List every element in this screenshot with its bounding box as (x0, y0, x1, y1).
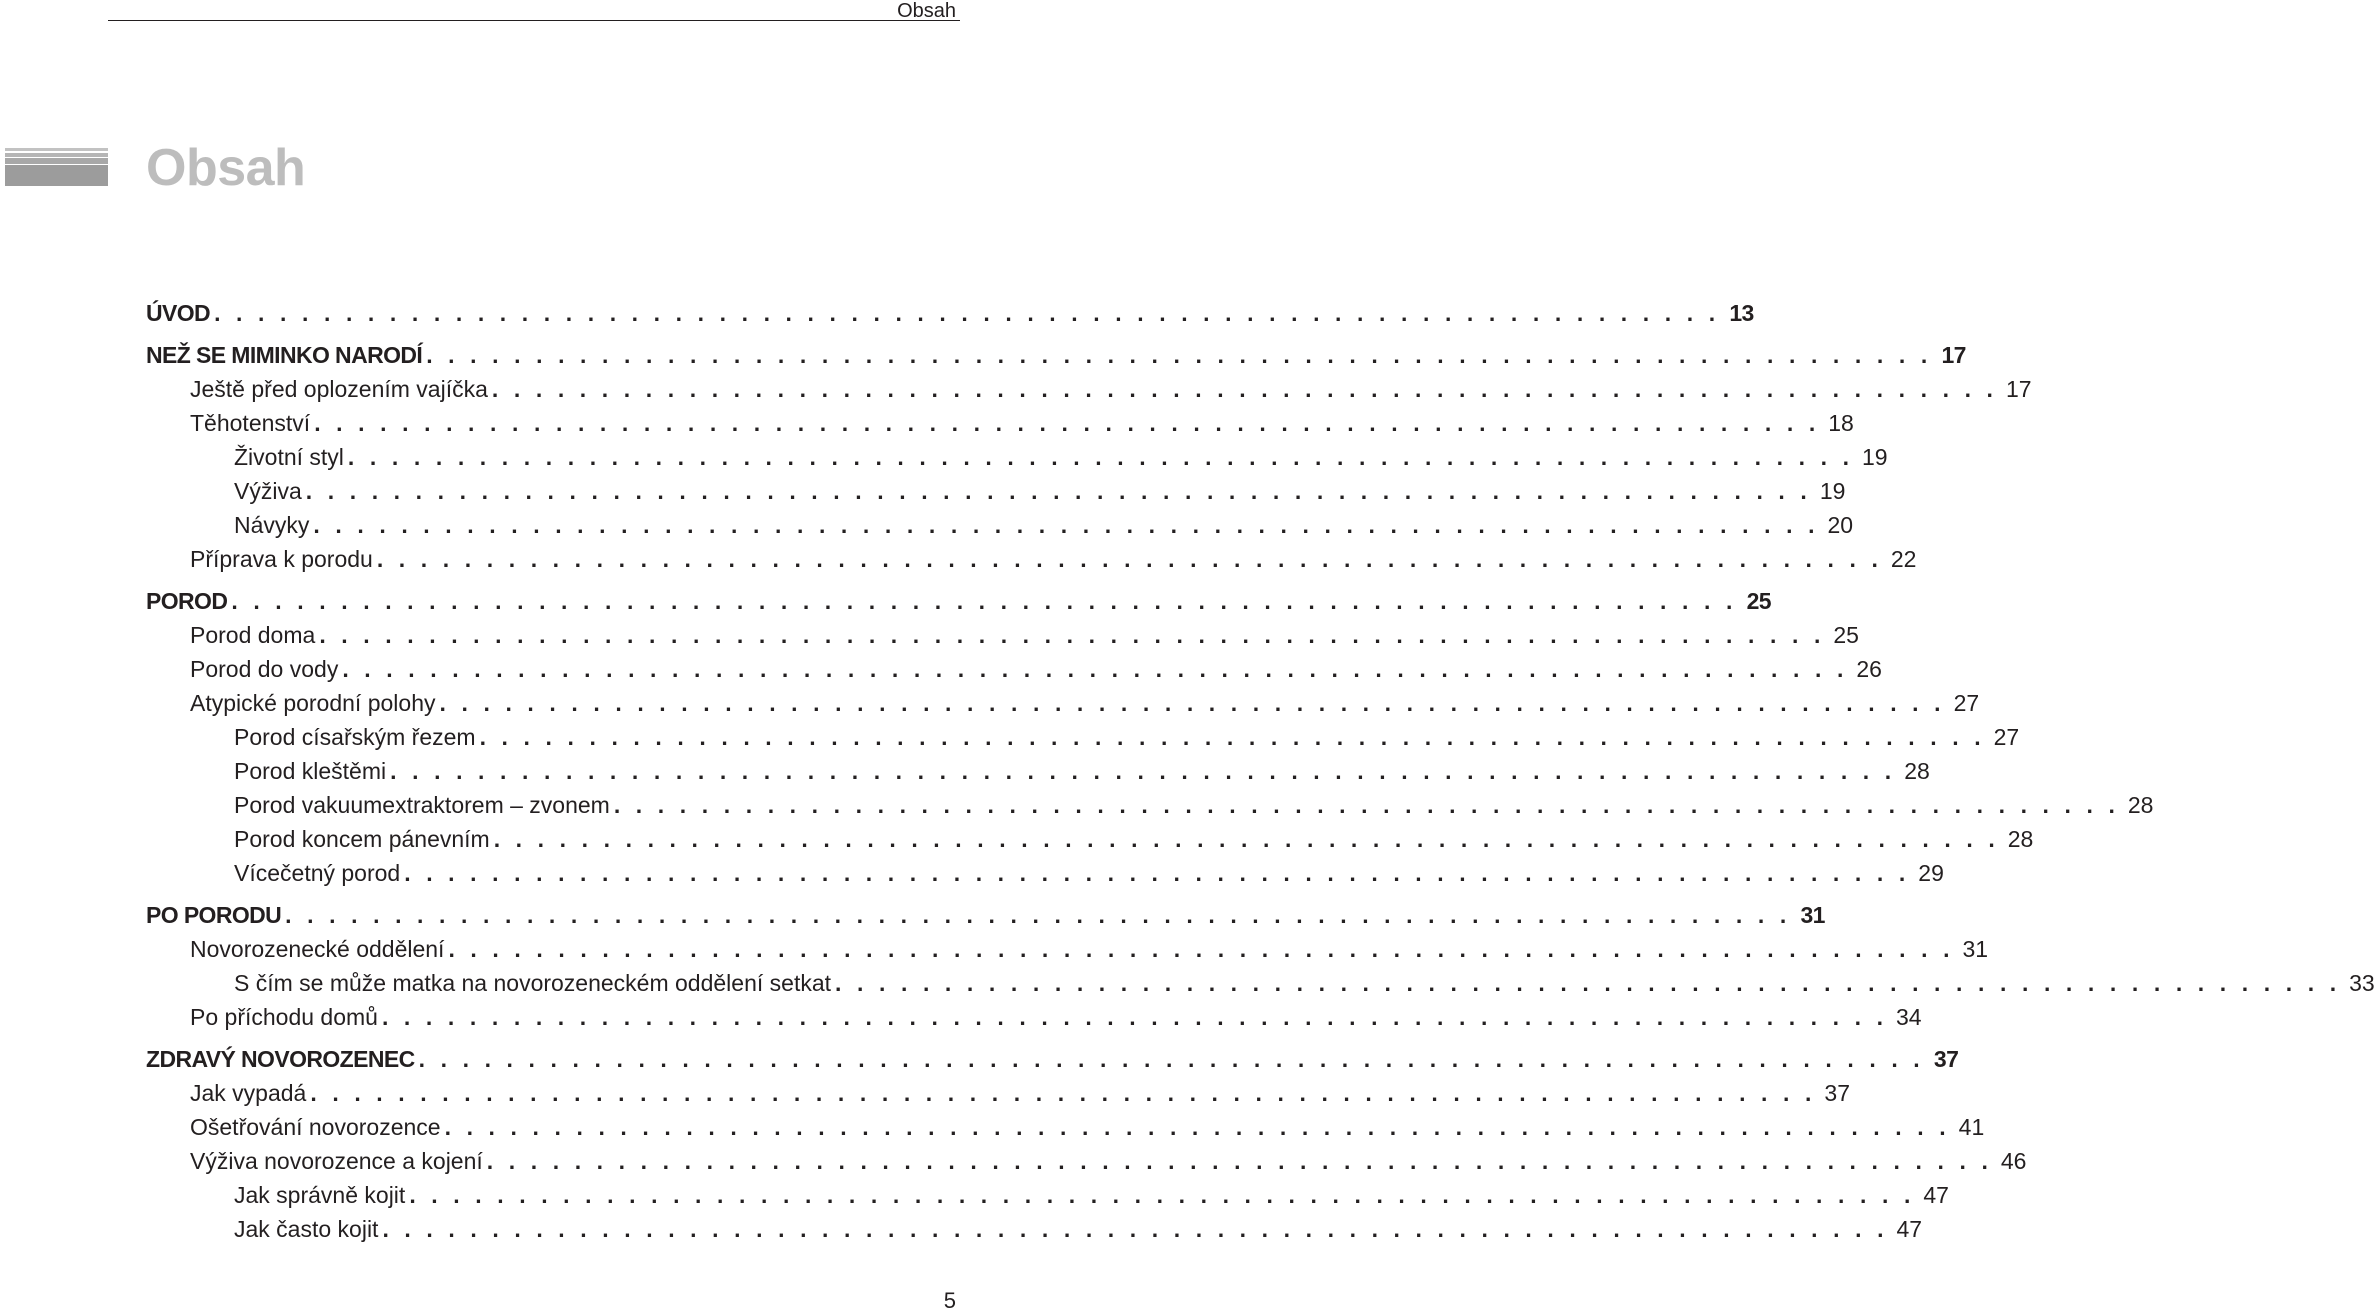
toc-entry-title: POROD (146, 588, 228, 614)
toc-entry (146, 508, 1854, 542)
toc-entry-page: 20 (1827, 512, 1854, 538)
toc-dot-leader: . . . . . . . . . . . . . . . . . . . . . . . . . . . . . . . . . . . . . . . . . . . . . . . . . . . . . . . . . . . . . . . . . . . . . (439, 690, 1946, 716)
toc-dot-leader: . . . . . . . . . . . . . . . . . . . . . . . . . . . . . . . . . . . . . . . . . . . . . . . . . . . . . . . . . . . . . . . . . . . . . (486, 1148, 1993, 1174)
toc-entry (146, 440, 1888, 474)
toc-entry-title: Porod koncem pánevním (234, 826, 490, 852)
toc-dot-leader: . . . . . . . . . . . . . . . . . . . . . . . . . . . . . . . . . . . . . . . . . . . . . . . . . . . . . . . . . . . . . . . . . . . . . (382, 1216, 1889, 1242)
toc-entry-page: 25 (1833, 622, 1859, 648)
toc-dot-leader: . . . . . . . . . . . . . . . . . . . . . . . . . . . . . . . . . . . . . . . . . . . . . . . . . . . . . . . . . . . . . . . . . . . . . (314, 410, 1820, 436)
toc-entry-title: NEŽ SE MIMINKO NARODÍ (146, 342, 423, 368)
toc-entry-title: ÚVOD (146, 300, 211, 326)
toc-entry-page: 19 (1861, 444, 1888, 470)
toc-dot-leader: . . . . . . . . . . . . . . . . . . . . . . . . . . . . . . . . . . . . . . . . . . . . . . . . . . . . . . . . . . . . . . . . . . . . . (347, 444, 1854, 470)
toc-entry (146, 1212, 1923, 1246)
page-number: 5 (943, 1288, 956, 1313)
toc-entry-page: 27 (1993, 724, 2020, 750)
toc-entry (146, 618, 1859, 652)
toc-entry (146, 754, 1930, 788)
toc-entry-page: 25 (1746, 588, 1771, 614)
header-rule (108, 20, 960, 21)
toc-entry-page: 31 (1962, 936, 1989, 962)
toc-entry-title: Ještě před oplozením vajíčka (190, 376, 488, 402)
toc-entry-page: 18 (1828, 410, 1854, 436)
toc-entry-page: 33 (2349, 970, 2375, 996)
toc-entry-page: 47 (1923, 1182, 1949, 1208)
toc-entry-title: Výživa novorozence a kojení (190, 1148, 483, 1174)
toc-dot-leader: . . . . . . . . . . . . . . . . . . . . . . . . . . . . . . . . . . . . . . . . . . . . . . . . . . . . . . . . . . . . . . . . . . . . . (310, 1080, 1817, 1106)
toc-entry (146, 372, 2032, 406)
table-of-contents (146, 296, 2375, 1246)
toc-entry-page: 41 (1958, 1114, 1985, 1140)
toc-dot-leader: . . . . . . . . . . . . . . . . . . . . . . . . . . . . . . . . . . . . . . . . . . . . . . . . . . . . . . . . . . . . . . . . . . . . . (313, 512, 1820, 538)
toc-dot-leader: . . . . . . . . . . . . . . . . . . . . . . . . . . . . . . . . . . . . . . . . . . . . . . . . . . . . . . . . . . . . . . . . . . . . . (342, 656, 1848, 682)
toc-entry-title: Novorozenecké oddělení (190, 936, 445, 962)
toc-section (146, 898, 1825, 932)
page-title: Obsah (146, 139, 306, 197)
toc-entry-title: Porod císařským řezem (234, 724, 476, 750)
toc-entry-page: 27 (1953, 690, 1980, 716)
toc-dot-leader: . . . . . . . . . . . . . . . . . . . . . . . . . . . . . . . . . . . . . . . . . . . . . . . . . . . . . . . . . . . . . . . . . . . . . (448, 936, 1955, 962)
toc-entry-page: 28 (2007, 826, 2034, 852)
toc-dot-leader: . . . . . . . . . . . . . . . . . . . . . . . . . . . . . . . . . . . . . . . . . . . . . . . . . . . . . . . . . . . . . . . . . . . . . (319, 622, 1825, 648)
toc-entry (146, 720, 2020, 754)
toc-entry-title: Návyky (234, 512, 310, 538)
toc-entry-page: 19 (1819, 478, 1846, 504)
toc-entry (146, 1178, 1949, 1212)
toc-entry (146, 788, 2154, 822)
toc-dot-leader: . . . . . . . . . . . . . . . . . . . . . . . . . . . . . . . . . . . . . . . . . . . . . . . . . . . . . . . . . . . . . . . . . . . . . (376, 546, 1883, 572)
toc-entry-title: Ošetřování novorozence (190, 1114, 441, 1140)
toc-entry-title: Vícečetný porod (234, 860, 401, 886)
title-decoration-bar (5, 148, 108, 186)
toc-dot-leader: . . . . . . . . . . . . . . . . . . . . . . . . . . . . . . . . . . . . . . . . . . . . . . . . . . . . . . . . . . . . . . . . . . . . . (285, 902, 1791, 928)
toc-entry (146, 474, 1846, 508)
toc-entry-page: 26 (1856, 656, 1882, 682)
toc-dot-leader: . . . . . . . . . . . . . . . . . . . . . . . . . . . . . . . . . . . . . . . . . . . . . . . . . . . . . . . . . . . . . . . . . . . . . (305, 478, 1812, 504)
toc-entry (146, 1110, 1985, 1144)
toc-entry-title: PO PORODU (146, 902, 282, 928)
toc-entry-title: S čím se může matka na novorozeneckém oddělení setkat (234, 970, 832, 996)
toc-entry-page: 37 (1933, 1046, 1959, 1072)
toc-dot-leader: . . . . . . . . . . . . . . . . . . . . . . . . . . . . . . . . . . . . . . . . . . . . . . . . . . . . . . . . . . . . . . . . . . . . . (835, 970, 2341, 996)
toc-entry-title: Životní styl (234, 444, 344, 470)
toc-entry (146, 406, 1854, 440)
toc-entry-title: Porod do vody (190, 656, 339, 682)
toc-entry-title: Jak správně kojit (234, 1182, 406, 1208)
toc-entry-page: 31 (1800, 902, 1825, 928)
toc-dot-leader: . . . . . . . . . . . . . . . . . . . . . . . . . . . . . . . . . . . . . . . . . . . . . . . . . . . . . . . . . . . . . . . . . . . . . (409, 1182, 1915, 1208)
toc-entry-page: 22 (1890, 546, 1917, 572)
toc-section (146, 338, 1966, 372)
toc-entry-title: Jak často kojit (234, 1216, 379, 1242)
toc-entry (146, 1000, 1922, 1034)
toc-section (146, 1042, 1959, 1076)
toc-dot-leader: . . . . . . . . . . . . . . . . . . . . . . . . . . . . . . . . . . . . . . . . . . . . . . . . . . . . . . . . . . . . . . . . . . . . . (491, 376, 1998, 402)
toc-entry-title: Porod kleštěmi (234, 758, 387, 784)
toc-entry-title: Porod doma (190, 622, 316, 648)
toc-dot-leader: . . . . . . . . . . . . . . . . . . . . . . . . . . . . . . . . . . . . . . . . . . . . . . . . . . . . . . . . . . . . . . . . . . . . . (444, 1114, 1951, 1140)
toc-dot-leader: . . . . . . . . . . . . . . . . . . . . . . . . . . . . . . . . . . . . . . . . . . . . . . . . . . . . . . . . . . . . . . . . . . . . . (214, 300, 1720, 326)
toc-entry-page: 28 (1904, 758, 1930, 784)
toc-entry-title: Jak vypadá (190, 1080, 307, 1106)
toc-entry-title: ZDRAVÝ NOVOROZENEC (146, 1046, 415, 1072)
toc-section (146, 584, 1771, 618)
toc-entry (146, 856, 1944, 890)
toc-dot-leader: . . . . . . . . . . . . . . . . . . . . . . . . . . . . . . . . . . . . . . . . . . . . . . . . . . . . . . . . . . . . . . . . . . . . . (390, 758, 1896, 784)
toc-entry (146, 542, 1917, 576)
toc-dot-leader: . . . . . . . . . . . . . . . . . . . . . . . . . . . . . . . . . . . . . . . . . . . . . . . . . . . . . . . . . . . . . . . . . . . . . (418, 1046, 1925, 1072)
toc-dot-leader: . . . . . . . . . . . . . . . . . . . . . . . . . . . . . . . . . . . . . . . . . . . . . . . . . . . . . . . . . . . . . . . . . . . . . (231, 588, 1737, 614)
toc-entry-page: 13 (1729, 300, 1754, 326)
toc-entry (146, 686, 1980, 720)
toc-section (146, 296, 1754, 330)
toc-dot-leader: . . . . . . . . . . . . . . . . . . . . . . . . . . . . . . . . . . . . . . . . . . . . . . . . . . . . . . . . . . . . . . . . . . . . . (381, 1004, 1888, 1030)
toc-dot-leader: . . . . . . . . . . . . . . . . . . . . . . . . . . . . . . . . . . . . . . . . . . . . . . . . . . . . . . . . . . . . . . . . . . . . . (426, 342, 1932, 368)
toc-entry (146, 822, 2034, 856)
toc-entry (146, 932, 1989, 966)
toc-entry-title: Příprava k porodu (190, 546, 373, 572)
toc-entry-title: Atypické porodní polohy (190, 690, 436, 716)
running-head: Obsah (897, 0, 956, 22)
toc-dot-leader: . . . . . . . . . . . . . . . . . . . . . . . . . . . . . . . . . . . . . . . . . . . . . . . . . . . . . . . . . . . . . . . . . . . . . (493, 826, 2000, 852)
toc-entry-page: 29 (1918, 860, 1944, 886)
toc-entry-title: Výživa (234, 478, 302, 504)
toc-entry-page: 17 (1941, 342, 1966, 368)
toc-entry (146, 966, 2375, 1000)
toc-dot-leader: . . . . . . . . . . . . . . . . . . . . . . . . . . . . . . . . . . . . . . . . . . . . . . . . . . . . . . . . . . . . . . . . . . . . . (613, 792, 2120, 818)
toc-dot-leader: . . . . . . . . . . . . . . . . . . . . . . . . . . . . . . . . . . . . . . . . . . . . . . . . . . . . . . . . . . . . . . . . . . . . . (404, 860, 1910, 886)
toc-entry-page: 37 (1824, 1080, 1851, 1106)
toc-entry-page: 34 (1896, 1004, 1922, 1030)
toc-dot-leader: . . . . . . . . . . . . . . . . . . . . . . . . . . . . . . . . . . . . . . . . . . . . . . . . . . . . . . . . . . . . . . . . . . . . . (479, 724, 1986, 750)
toc-entry-title: Porod vakuumextraktorem – zvonem (234, 792, 610, 818)
toc-entry-page: 47 (1896, 1216, 1923, 1242)
toc-entry-page: 17 (2005, 376, 2032, 402)
toc-entry (146, 1076, 1851, 1110)
toc-entry (146, 652, 1882, 686)
toc-entry-page: 46 (2000, 1148, 2027, 1174)
toc-entry (146, 1144, 2027, 1178)
toc-entry-page: 28 (2127, 792, 2154, 818)
toc-entry-title: Těhotenství (190, 410, 311, 436)
toc-entry-title: Po příchodu domů (190, 1004, 378, 1030)
